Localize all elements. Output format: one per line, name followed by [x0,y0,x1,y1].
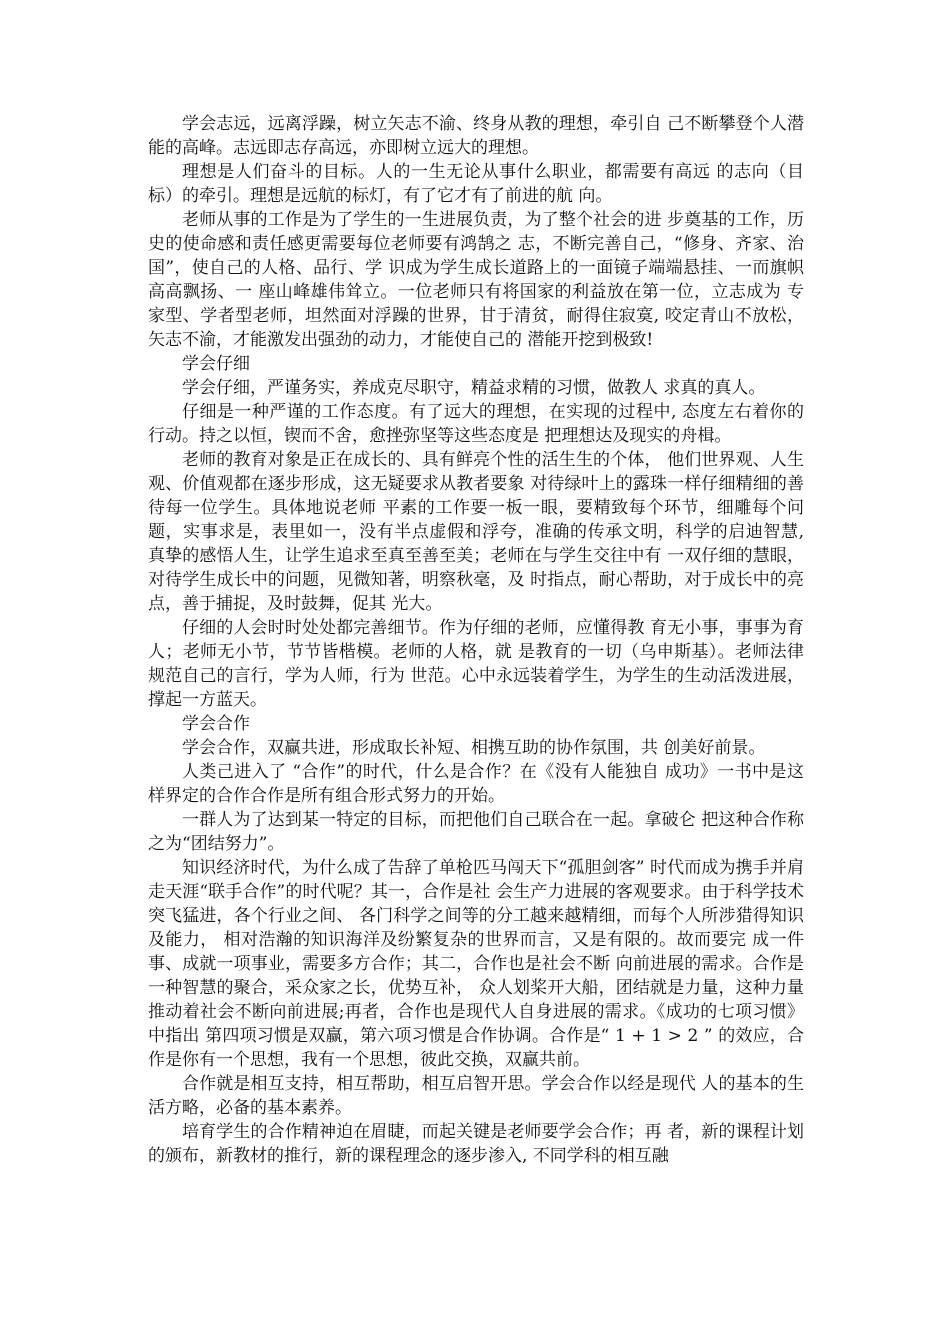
paragraph: 仔细的人会时时处处都完善细节。作为仔细的老师，应懂得教 育无小事，事事为育人；老师无小节，节节皆楷模。老师的人格，就 是教育的一切（乌申斯基）。老师法律规范自己的言行，学为人师，行为 世范。心中永远装着学生，为学生的生动活泼进展，撑起一方蓝天。 [148,618,804,710]
paragraph: 仔细是一种严谨的工作态度。有了远大的理想，在实现的过程中, 态度左右着你的行动。持之以恒，锲而不舍，愈挫弥坚等这些态度是 把理想达及现实的舟楫。 [148,402,804,446]
document-page [148,112,804,1168]
paragraph: 学会合作，双赢共进，形成取长补短、相携互助的协作氛围，共 创美好前景。 [182,738,766,758]
paragraph: 一群人为了达到某一特定的目标，而把他们自己联合在一起。拿破仑 把这种合作称之为“团结努力”。 [148,810,804,854]
section-heading: 学会合作 [182,714,250,734]
paragraph: 知识经济时代，为什么成了告辞了单枪匹马闯天下“孤胆剑客” 时代而成为携手并肩走天涯“联手合作”的时代呢？其一，合作是社 会生产力进展的客观要求。由于科学技术突飞猛进，各个行业之间、 各门科学之间等的分工越来越精细，而每个人所涉猎得知识及能力， 相对浩瀚的知识海洋及纷繁复杂的世界而言，又是有限的。故而要完 成一件事、成就一项事业，需要多方合作；其二，合作也是社会不断 向前进展的需求。合作是一种智慧的聚合，采众家之长，优势互补， 众人划桨开大船，团结就是力量，这种力量推动着社会不断向前进展;再者，合作也是现代人自身进展的需求。《成功的七项习惯》中指出 第四项习惯是双赢，第六项习惯是合作协调。合作是“ 1 + 1 > 2 ” 的效应，合作是你有一个思想，我有一个思想，彼此交换，双赢共前。 [148,858,804,1070]
paragraph: 人类己进入了 “合作”的时代，什么是合作？在《没有人能独自 成功》一书中是这样界定的合作合作是所有组合形式努力的开始。 [148,762,804,806]
section-heading: 学会仔细 [182,354,250,374]
paragraph: 老师从事的工作是为了学生的一生进展负责，为了整个社会的进 步奠基的工作，历史的使命感和责任感更需要每位老师要有鸿鹄之 志，不断完善自己，“修身、齐家、治国”，使自己的人格、品行、学 识成为学生成长道路上的一面镜子端端悬挂、一而旗帜高高飘扬、一 座山峰雄伟耸立。一位老师只有将国家的利益放在第一位，立志成为 专家型、学者型老师，坦然面对浮躁的世界，甘于清贫，耐得住寂寞, 咬定青山不放松，矢志不渝，才能激发出强劲的动力，才能使自己的 潜能开挖到极致! [148,210,804,350]
paragraph: 培育学生的合作精神迫在眉睫，而起关键是老师要学会合作；再 者，新的课程计划的颁布，新教材的推行，新的课程理念的逐步渗入, 不同学科的相互融 [148,1122,804,1166]
paragraph: 学会志远，远离浮躁，树立矢志不渝、终身从教的理想，牵引自 己不断攀登个人潜能的高峰。志远即志存高远，亦即树立远大的理想。 [148,114,804,158]
paragraph: 理想是人们奋斗的目标。人的一生无论从事什么职业，都需要有高远 的志向（目标）的牵引。理想是远航的标灯，有了它才有了前进的航 向。 [148,162,804,206]
paragraph: 合作就是相互支持，相互帮助，相互启智开思。学会合作以经是现代 人的基本的生活方略，必备的基本素养。 [148,1074,804,1118]
paragraph: 学会仔细，严谨务实，养成克尽职守，精益求精的习惯，做教人 求真的真人。 [182,378,766,398]
paragraph: 老师的教育对象是正在成长的、具有鲜亮个性的活生生的个体， 他们世界观、人生观、价值观都在逐步形成，这无疑要求从教者要象 对待绿叶上的露珠一样仔细精细的善待每一位学生。具体地说老师 平素的工作要一板一眼，要精致每个环节，细雕每个问题，实事求是，表里如一，没有半点虚假和浮夸，准确的传承文明，科学的启迪智慧, 真挚的感悟人生，让学生追求至真至善至美；老师在与学生交往中有 一双仔细的慧眼，对待学生成长中的问题，见微知著，明察秋毫，及 时指点，耐心帮助，对于成长中的亮点，善于捕捉，及时鼓舞，促其 光大。 [148,450,804,614]
